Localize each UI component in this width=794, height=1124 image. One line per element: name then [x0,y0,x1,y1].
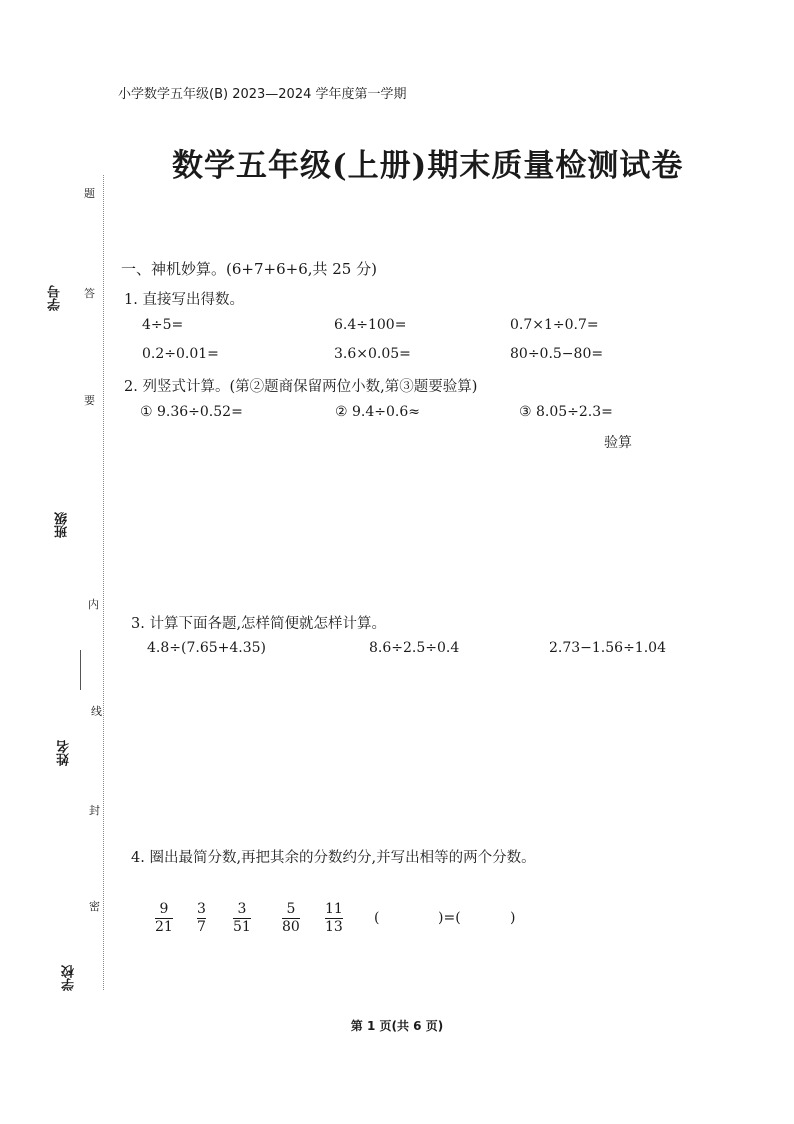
page-title: 数学五年级(上册)期末质量检测试卷 [172,148,684,184]
fraction-2-denominator: 7 [197,919,206,935]
fraction-5-numerator: 11 [325,901,343,917]
q3-item-1: 4.8÷(7.65+4.35) [147,640,266,656]
q2-item-3: ③ 8.05÷2.3= [519,404,613,420]
q1-item-1: 4÷5= [142,317,184,333]
fraction-1[interactable] [155,901,173,936]
fraction-4-denominator: 80 [282,919,300,935]
answer-close-paren: ) [510,910,516,926]
binding-label-class: 班级 [55,512,70,538]
binding-label-student-id: 学号 [48,285,63,311]
q3-item-2: 8.6÷2.5÷0.4 [369,640,460,656]
q2-label: 2. 列竖式计算。(第②题商保留两位小数,第③题要验算) [124,379,478,395]
q1-item-4: 0.2÷0.01= [142,346,219,362]
fraction-1-denominator: 21 [155,919,173,935]
q3-label: 3. 计算下面各题,怎样简便就怎样计算。 [131,616,387,632]
q3-item-3: 2.73−1.56÷1.04 [549,640,666,656]
q2-item-1: ① 9.36÷0.52= [140,404,243,420]
q2-check-label: 验算 [604,435,632,451]
fraction-3-denominator: 51 [233,919,251,935]
binding-label-name: 姓名 [57,740,72,766]
seal-char-1: 题 [84,187,95,200]
seal-char-7: 密 [89,900,100,913]
q1-item-2: 6.4÷100= [334,317,407,333]
fraction-5-denominator: 13 [325,919,343,935]
seal-char-4: 内 [88,598,99,611]
fraction-3-numerator: 3 [237,901,247,917]
q1-item-6: 80÷0.5−80= [510,346,604,362]
seal-char-5: 线 [91,705,102,718]
fraction-5[interactable] [325,901,343,936]
seal-char-6: 封 [89,804,100,817]
fraction-4[interactable] [282,901,300,936]
answer-open-paren: ( [374,910,380,926]
fraction-2[interactable] [197,901,206,936]
q1-label: 1. 直接写出得数。 [124,292,244,308]
fraction-2-numerator: 3 [197,901,206,917]
fraction-3[interactable] [233,901,251,936]
binding-label-school: 学校 [62,965,77,991]
answer-equals[interactable]: )=( [438,910,461,926]
q1-item-5: 3.6×0.05= [334,346,411,362]
q2-item-2: ② 9.4÷0.6≈ [335,404,420,420]
exam-header: 小学数学五年级(B) 2023—2024 学年度第一学期 [118,87,407,102]
fraction-4-numerator: 5 [286,901,296,917]
page-number-footer: 第 1 页(共 6 页) [350,1019,444,1033]
seal-char-3: 要 [84,394,95,407]
name-underline [80,650,81,690]
binding-dotted-line [103,175,104,990]
q1-item-3: 0.7×1÷0.7= [510,317,599,333]
fraction-1-numerator: 9 [159,901,169,917]
q4-label: 4. 圈出最简分数,再把其余的分数约分,并写出相等的两个分数。 [131,850,536,866]
seal-char-2: 答 [84,287,95,300]
section1-heading: 一、神机妙算。(6+7+6+6,共 25 分) [121,260,377,278]
